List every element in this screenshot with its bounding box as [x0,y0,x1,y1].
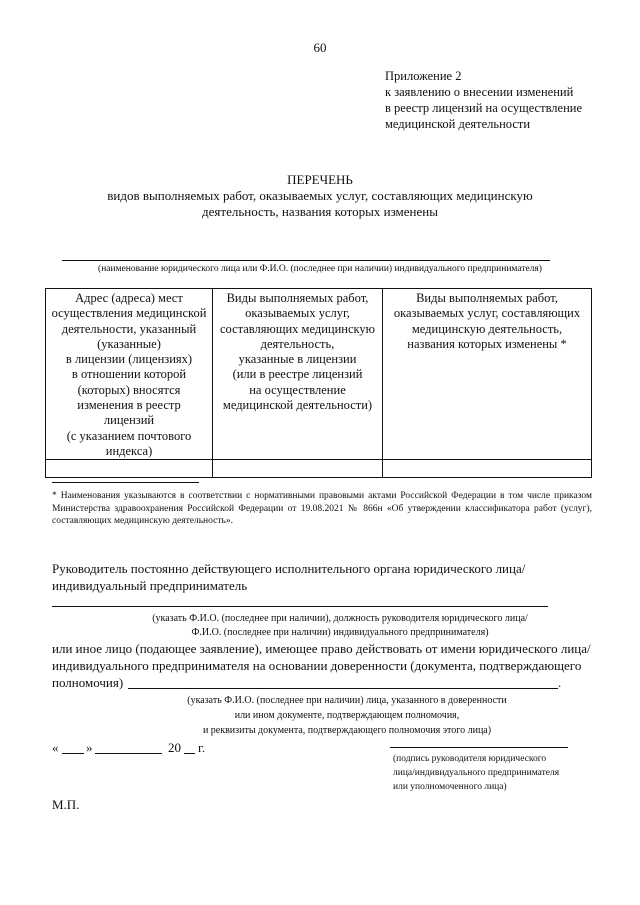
footnote: * Наименования указываются в соответствии с нормативными правовыми актами Российской Федерации в том числе приказом Министерства здравоохранения Российской Федерации от 19.08.2021 № 866н «Об утверждении классификатора работ (услуг), составляющих медицинскую деятельность». [52,491,592,526]
header-cell-address: Адрес (адреса) мест осуществления медицинской деятельности, указанный (указанные) в лицензии (лицензиях) в отношении которой (которых) вносятся изменения в реестр лицензий (с указанием почтового индекса) [46,289,213,460]
footnote-separator [52,482,199,483]
header-cell-licensed-services: Виды выполняемых работ, оказываемых услуг, составляющих медицинскую деятельность, указанные в лицензии (или в реестре лицензий на осуществление медицинской деятельности) [213,289,383,460]
other-person-line: полномочия) [52,675,124,690]
title-line: видов выполняемых работ, оказываемых услуг, составляющих медицинскую [107,188,533,203]
other-person-field-line[interactable] [128,688,558,689]
other-person-caption: (указать Ф.И.О. (последнее при наличии) лица, указанного в доверенности или ином документе, подтверждающем полномочия, и реквизиты документа, подтверждающего полномочия этого лица) [187,695,507,736]
signature-caption: (подпись руководителя юридического лица/индивидуального предпринимателя или уполномоченного лица) [393,754,560,792]
services-table [45,288,592,478]
table-cell[interactable] [46,460,213,478]
header-cell-renamed-services: Виды выполняемых работ, оказываемых услуг, составляющих медицинскую деятельность, названия которых изменены * [383,289,592,460]
org-name-caption: (наименование юридического лица или Ф.И.О. (последнее при наличии) индивидуального предпринимателя) [98,264,542,274]
table-cell[interactable] [213,460,383,478]
head-caption: (указать Ф.И.О. (последнее при наличии), должность руководителя юридического лица/ Ф.И.О. (последнее при наличии) индивидуального предпринимателя) [152,613,528,638]
appendix-line: к заявлению о внесении изменений [385,85,574,99]
date-year-field[interactable] [184,753,195,754]
head-signature-line[interactable] [52,606,548,607]
date-year-suffix: г. [198,740,206,755]
table-row [46,460,592,478]
appendix-note [385,68,582,132]
date-year-prefix: 20 [168,740,181,755]
org-name-line [62,260,550,261]
other-person-line: индивидуального предпринимателя на основании доверенности (документа, подтверждающего [52,658,582,673]
other-person-line: или иное лицо (подающее заявление), имеющее право действовать от имени юридического лица/ [52,641,591,656]
date-day-field[interactable] [62,753,84,754]
other-person-end-mark: . [558,675,562,690]
signature-line[interactable] [390,747,568,748]
title-heading: ПЕРЕЧЕНЬ [287,172,353,187]
appendix-line: в реестр лицензий на осуществление [385,101,583,115]
date-month-field[interactable] [95,753,162,754]
document-title [0,172,640,220]
appendix-line: Приложение 2 [385,69,462,83]
title-line: деятельность, названия которых изменены [202,204,438,219]
table-cell[interactable] [383,460,592,478]
stamp-placeholder: М.П. [52,797,80,812]
date-open-quote: « [52,740,59,755]
table-header-row [46,289,592,460]
head-label-line: индивидуальный предприниматель [52,578,248,593]
appendix-line: медицинской деятельности [385,117,531,131]
page-number: 60 [313,40,327,55]
date-close-quote: » [86,740,93,755]
head-label-line: Руководитель постоянно действующего исполнительного органа юридического лица/ [52,561,526,576]
